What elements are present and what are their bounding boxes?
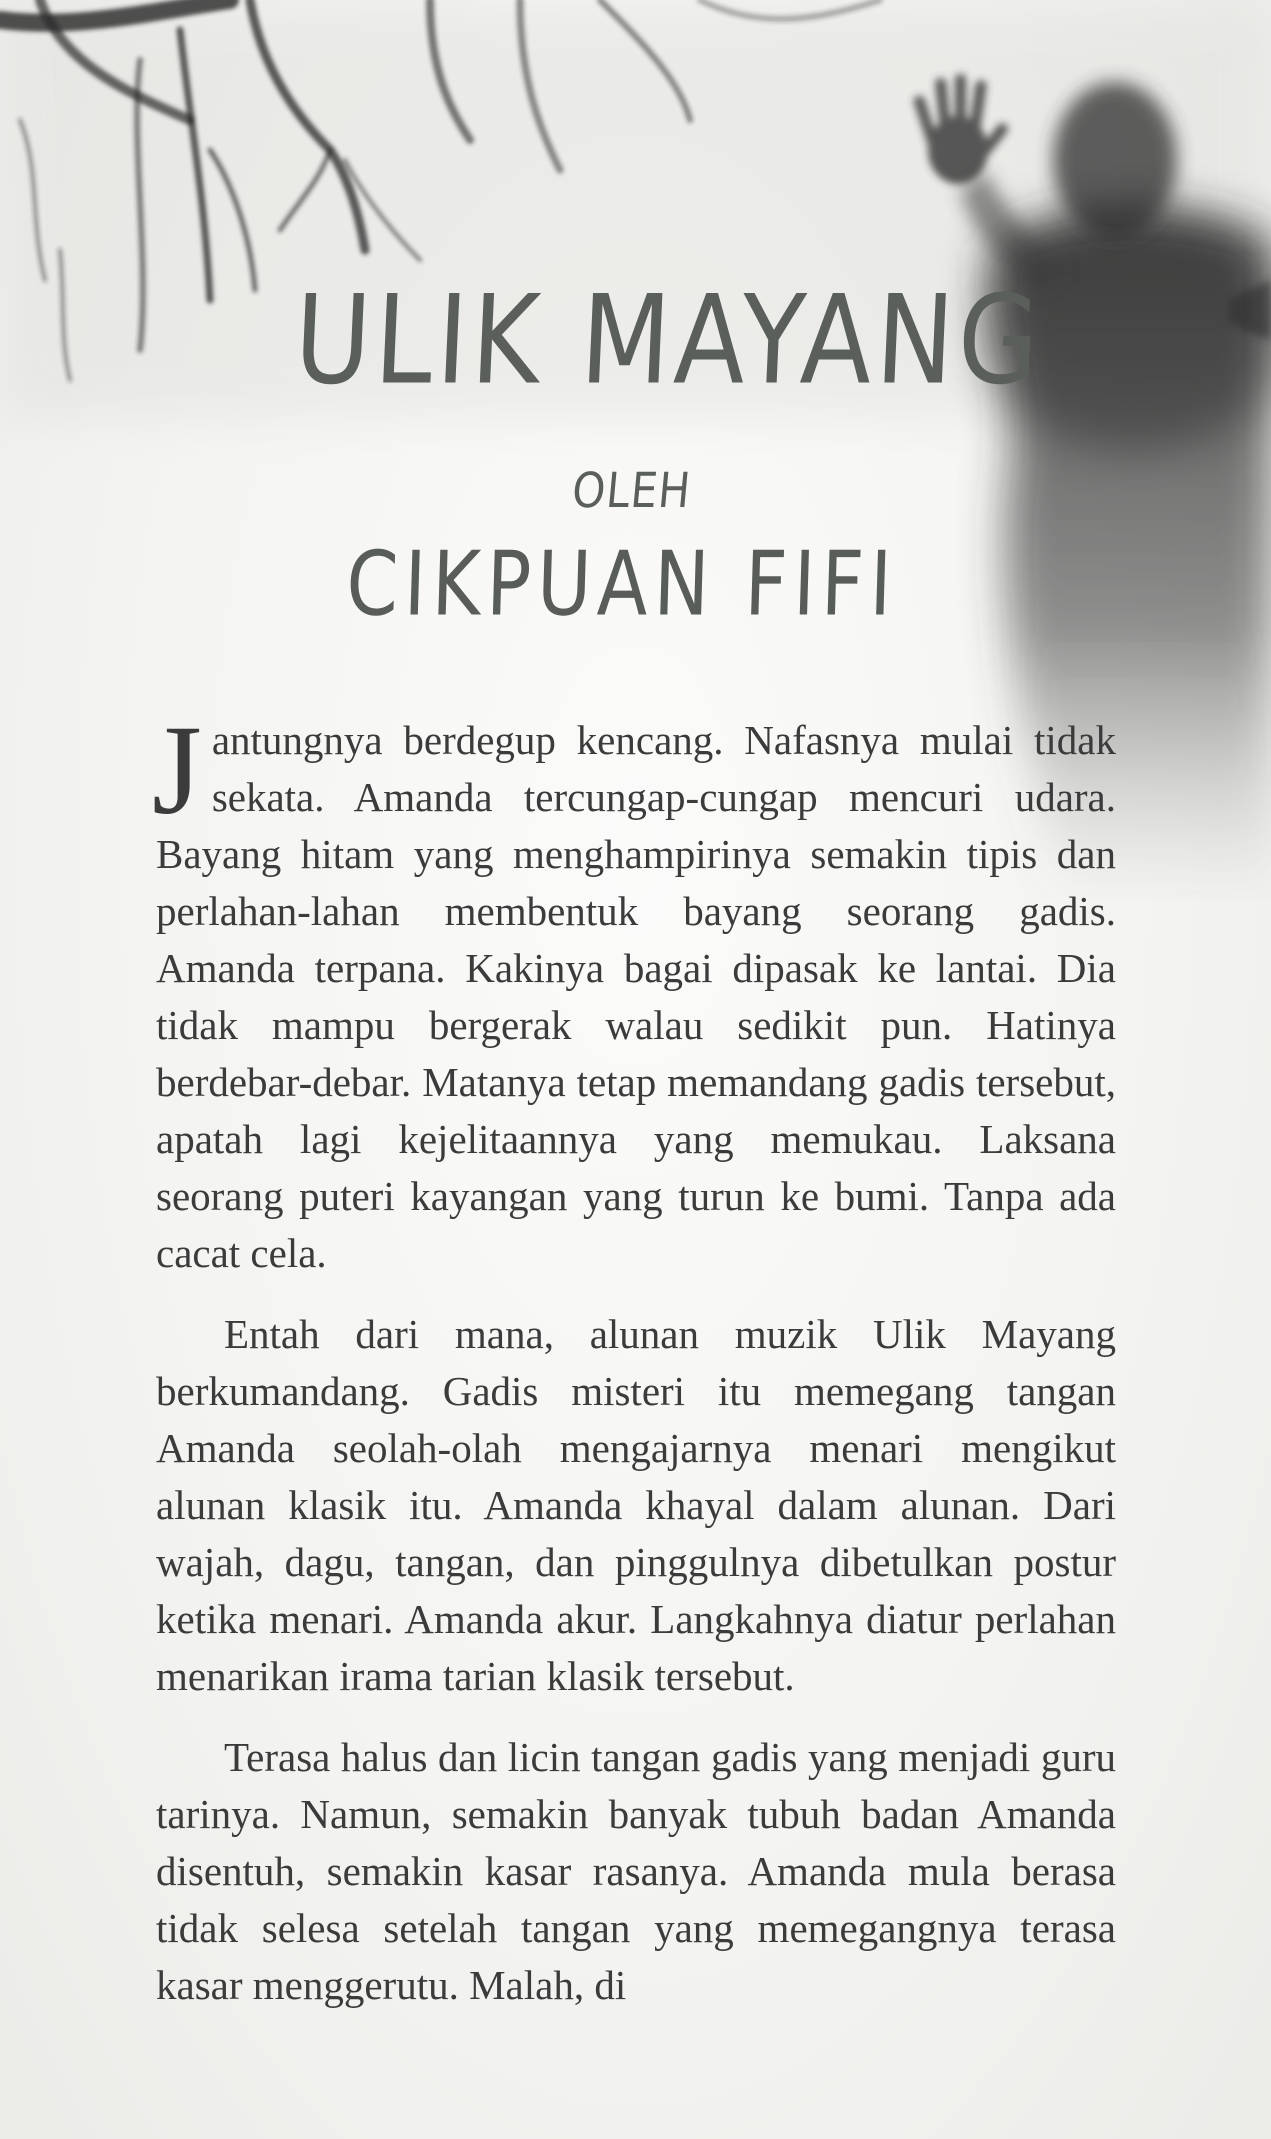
story-title: ULIK MAYANG xyxy=(291,268,1046,412)
byline-prefix: OLEH xyxy=(569,462,694,519)
paragraph-1 xyxy=(152,699,1116,1282)
story-body xyxy=(152,699,1116,2014)
author-name: CIKPUAN FIFI xyxy=(344,533,900,637)
title-block xyxy=(0,0,1271,700)
drop-cap: J xyxy=(152,699,202,841)
paragraph-3: Terasa halus dan licin tangan gadis yang menjadi guru tarinya. Namun, semakin banyak tubuh badan Amanda disentuh, semakin kasar rasanya. Amanda mula berasa tidak selesa setelah tangan yang memegangnya terasa kasar menggerutu. Malah, di xyxy=(156,1734,1116,2008)
paragraph-1-text: antungnya berdegup kencang. Nafasnya mulai tidak sekata. Amanda tercungap-cungap mencuri udara. Bayang hitam yang menghampirinya semakin tipis dan perlahan-lahan membentuk bayang seorang gadis. Amanda terpana. Kakinya bagai dipasak ke lantai. Dia tidak mampu bergerak walau sedikit pun. Hatinya berdebar-debar. Matanya tetap memandang gadis tersebut, apatah lagi kejelitaannya yang memukau. Laksana seorang puteri kayangan yang turun ke bumi. Tanpa ada cacat cela. xyxy=(156,717,1116,1276)
paragraph-2: Entah dari mana, alunan muzik Ulik Mayang berkumandang. Gadis misteri itu memegang tangan Amanda seolah-olah mengajarnya menari mengikut alunan klasik itu. Amanda khayal dalam alunan. Dari wajah, dagu, tangan, dan pinggulnya dibetulkan postur ketika menari. Amanda akur. Langkahnya diatur perlahan menarikan irama tarian klasik tersebut. xyxy=(156,1311,1116,1699)
